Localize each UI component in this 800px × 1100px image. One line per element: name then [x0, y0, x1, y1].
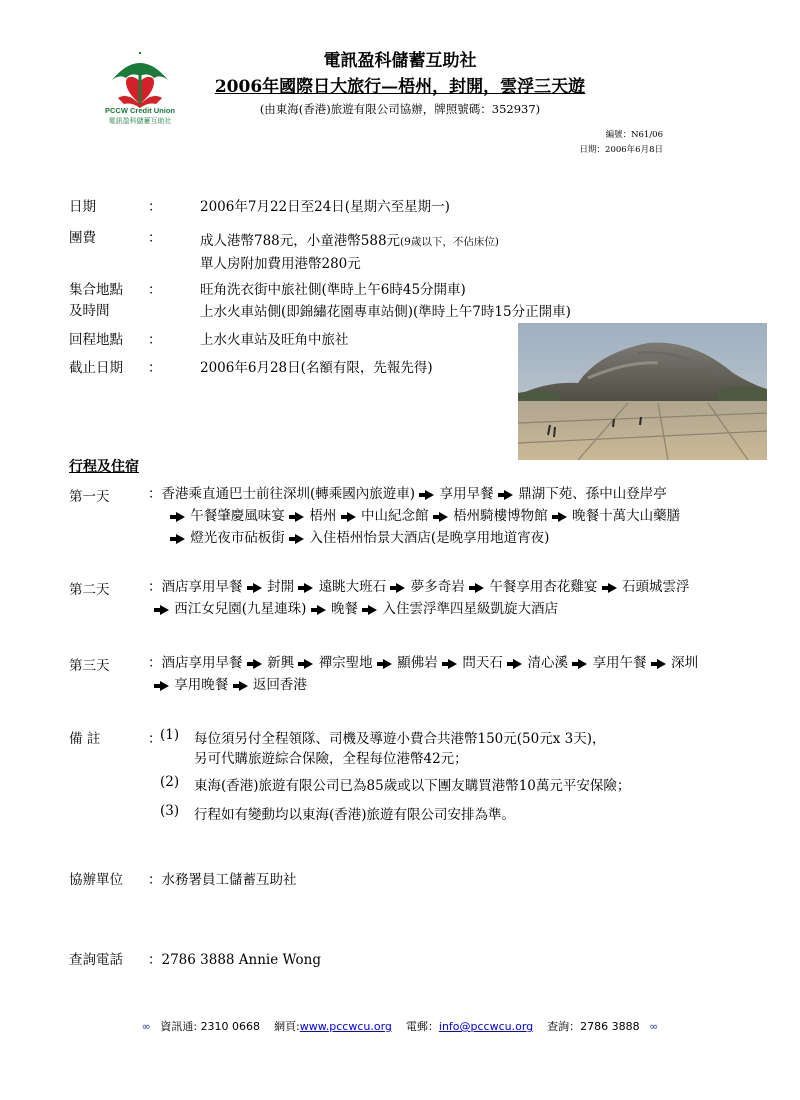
- arrow-right-icon: [602, 583, 618, 593]
- arrow-right-icon: [311, 605, 327, 615]
- arrow-right-icon: [377, 659, 393, 669]
- footer-news-value: 2310 0668: [200, 1020, 261, 1033]
- enquiry-label: 查詢電話: [69, 952, 123, 968]
- day-1-line-3: [148, 527, 788, 549]
- arrow-right-icon: [170, 512, 186, 522]
- itinerary-stop: 午餐肇慶風味宴: [190, 508, 285, 524]
- co-organizer-value: ：水務署員工儲蓄互助社: [148, 872, 297, 888]
- deadline-value: 2006年6月28日(名額有限，先報先得): [200, 360, 433, 376]
- arrow-right-icon: [170, 534, 186, 544]
- organization-name: 電訊盈科儲蓄互助社: [323, 51, 477, 71]
- itinerary-stop: 夢多奇岩: [410, 579, 465, 595]
- day-2-line-2: [148, 598, 788, 620]
- itinerary-stop: 遠眺大班石: [318, 579, 387, 595]
- arrow-right-icon: [552, 512, 568, 522]
- day-2-line-1: [148, 576, 788, 598]
- itinerary-stop: 問天石: [462, 655, 503, 671]
- remark-1-text-2: 另可代購旅遊綜合保險，全程每位港幣42元；: [194, 751, 468, 767]
- itinerary-stop: 燈光夜市砧板街: [190, 530, 285, 546]
- footer-enquiry-label: 查詢：: [547, 1020, 581, 1033]
- return-colon: ：: [148, 332, 162, 348]
- arrow-right-icon: [289, 512, 305, 522]
- arrow-right-icon: [498, 490, 514, 500]
- itinerary-stop: 享用早餐: [439, 486, 494, 502]
- arrow-right-icon: [289, 534, 305, 544]
- arrow-right-icon: [442, 659, 458, 669]
- assembly-label: 集合地點: [69, 282, 123, 298]
- arrow-right-icon: [233, 681, 249, 691]
- itinerary-stop: 石頭城雲浮: [621, 579, 690, 595]
- fee-colon: ：: [148, 230, 162, 246]
- enquiry-value: ：2786 3888 Annie Wong: [148, 952, 321, 968]
- itinerary-stop: 享用午餐: [592, 655, 647, 671]
- itinerary-stop: 晚餐十萬大山藥膳: [572, 508, 681, 524]
- assembly-value-1: 旺角洗衣街中旅社側(準時上午6時45分開車): [200, 282, 466, 298]
- assembly-label-2: 及時間: [69, 303, 110, 319]
- remark-1-text: 每位須另付全程領隊、司機及導遊小費合共港幣150元(50元x 3天)，: [194, 731, 606, 747]
- email-link[interactable]: info@pccwcu.org: [438, 1020, 534, 1033]
- arrow-right-icon: [341, 512, 357, 522]
- itinerary-stop: ：酒店享用早餐: [148, 579, 243, 595]
- footer-contact: [0, 1018, 800, 1034]
- day-1-line-2: [148, 505, 788, 527]
- remark-1-num: (1): [160, 727, 180, 743]
- date-value: 2006年7月22日至24日(星期六至星期一): [200, 199, 450, 215]
- day-3-line-2: [148, 674, 788, 696]
- date-label: 日期: [69, 199, 96, 215]
- arrow-right-icon: [247, 659, 263, 669]
- itinerary-stop: 顯佛岩: [397, 655, 438, 671]
- arrow-right-icon: [507, 659, 523, 669]
- day-3-label: 第三天: [69, 658, 110, 674]
- logo-chinese-text: 電訊盈科儲蓄互助社: [108, 117, 172, 125]
- reference-number: 編號：N61/06: [605, 130, 663, 140]
- itinerary-heading: 行程及住宿: [69, 459, 139, 475]
- remarks-label: 備 註: [69, 731, 101, 747]
- arrow-right-icon: [247, 583, 263, 593]
- agency-note: (由東海(香港)旅遊有限公司協辦，牌照號碼：352937): [259, 102, 541, 116]
- itinerary-stop: 晚餐: [330, 601, 358, 617]
- assembly-colon: ：: [148, 282, 162, 298]
- deadline-label: 截止日期: [69, 360, 123, 376]
- day-1-label: 第一天: [69, 489, 110, 505]
- fee-single-room: 單人房附加費用港幣280元: [200, 256, 361, 272]
- arrow-right-icon: [298, 583, 314, 593]
- ornament-left-icon: ∞: [141, 1020, 151, 1033]
- itinerary-stop: 享用晚餐: [174, 677, 229, 693]
- remarks-colon: ：: [148, 731, 162, 747]
- itinerary-stop: 入住雲浮準四星級凱旋大酒店: [382, 601, 559, 617]
- itinerary-stop: 梧州: [309, 508, 337, 524]
- footer-web-label: 網頁:: [274, 1020, 300, 1033]
- arrow-right-icon: [390, 583, 406, 593]
- itinerary-stop: 返回香港: [252, 677, 307, 693]
- co-organizer-label: 協辦單位: [69, 872, 123, 888]
- scenery-photo: [518, 323, 767, 460]
- return-label: 回程地點: [69, 332, 123, 348]
- day-3-line-1: [148, 652, 788, 674]
- assembly-value-2: 上水火車站側(即錦繡花園專車站側)(準時上午7時15分正開車): [200, 304, 571, 320]
- day-2-text: [148, 576, 788, 620]
- itinerary-stop: ：酒店享用早餐: [148, 655, 243, 671]
- day-1-text: [148, 483, 788, 549]
- event-title: 2006年國際日大旅行—梧州，封開，雲浮三天遊: [214, 77, 586, 97]
- arrow-right-icon: [419, 490, 435, 500]
- ornament-right-icon: ∞: [649, 1020, 659, 1033]
- reference-date: 日期：2006年6月8日: [579, 145, 663, 155]
- itinerary-stop: 封開: [267, 579, 295, 595]
- deadline-colon: ：: [148, 360, 162, 376]
- remark-2-text: 東海(香港)旅遊有限公司已為85歲或以下團友購買港幣10萬元平安保險；: [194, 778, 631, 794]
- arrow-right-icon: [362, 605, 378, 615]
- itinerary-stop: 午餐享用杏花雞宴: [489, 579, 598, 595]
- itinerary-stop: 入住梧州怡景大酒店(是晚享用地道宵夜): [309, 530, 550, 546]
- date-colon: ：: [148, 199, 162, 215]
- day-3-text: [148, 652, 788, 696]
- arrow-right-icon: [154, 605, 170, 615]
- website-link[interactable]: www.pccwcu.org: [299, 1020, 392, 1033]
- logo-english-text: PCCW Credit Union: [105, 106, 175, 115]
- itinerary-stop: 中山紀念館: [360, 508, 429, 524]
- itinerary-stop: ：香港乘直通巴士前往深圳(轉乘國內旅遊車): [148, 486, 416, 502]
- itinerary-stop: 梧州騎樓博物館: [453, 508, 548, 524]
- arrow-right-icon: [154, 681, 170, 691]
- arrow-right-icon: [469, 583, 485, 593]
- fee-label: 團費: [69, 230, 96, 246]
- itinerary-stop: 新興: [267, 655, 295, 671]
- remark-3-num: (3): [160, 803, 180, 819]
- fee-value: 成人港幣788元，小童港幣588元(9歲以下，不佔床位): [200, 233, 499, 249]
- return-value: 上水火車站及旺角中旅社: [200, 332, 349, 348]
- itinerary-stop: 鼎湖下苑、孫中山登岸亭: [518, 486, 667, 502]
- itinerary-stop: 深圳: [671, 655, 699, 671]
- day-1-line-1: [148, 483, 788, 505]
- day-2-label: 第二天: [69, 582, 110, 598]
- footer-enquiry-value: 2786 3888: [580, 1020, 640, 1033]
- arrow-right-icon: [651, 659, 667, 669]
- itinerary-stop: 清心溪: [527, 655, 568, 671]
- arrow-right-icon: [298, 659, 314, 669]
- remark-2-num: (2): [160, 774, 180, 790]
- footer-news-label: 資訊通:: [160, 1020, 198, 1033]
- arrow-right-icon: [433, 512, 449, 522]
- itinerary-stop: 西江女兒園(九星連珠): [174, 601, 307, 617]
- footer-email-label: 電郵：: [405, 1020, 439, 1033]
- remark-3-text: 行程如有變動均以東海(香港)旅遊有限公司安排為準。: [194, 807, 516, 823]
- arrow-right-icon: [572, 659, 588, 669]
- itinerary-stop: 禪宗聖地: [318, 655, 373, 671]
